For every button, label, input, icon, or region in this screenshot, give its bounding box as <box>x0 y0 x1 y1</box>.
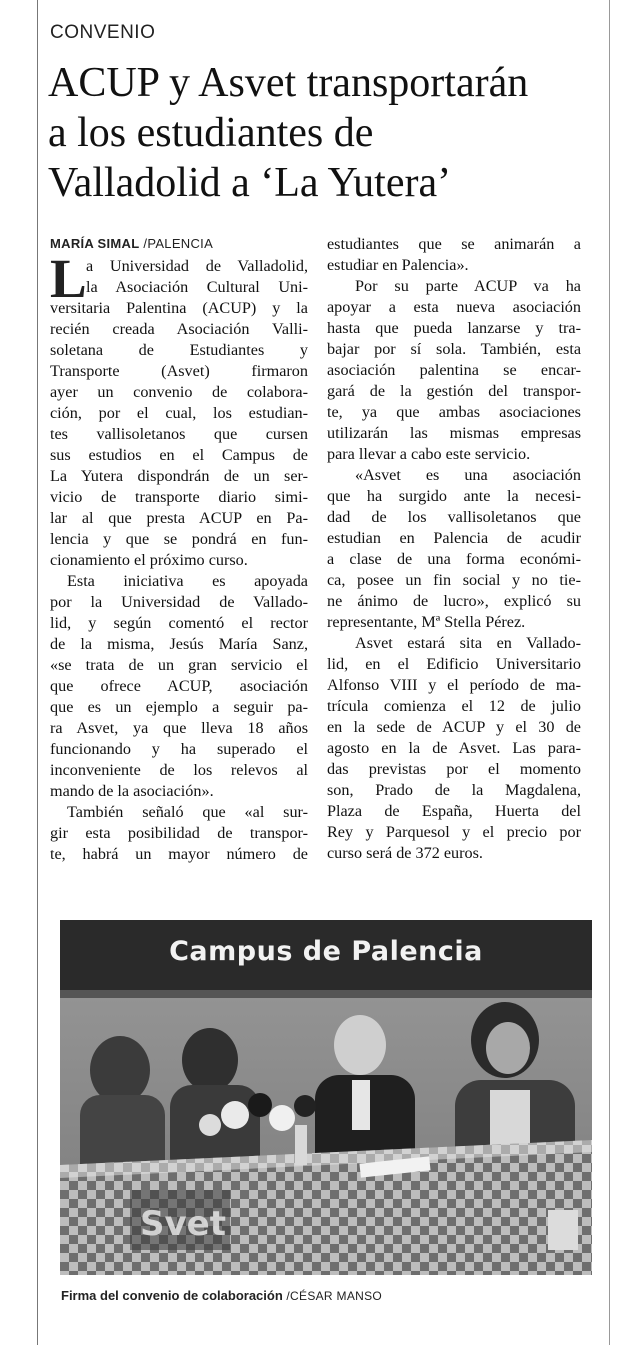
article-column-2 <box>327 234 581 864</box>
text-line: sus estudios en el Campus de <box>50 446 308 464</box>
text-line: ción, por el cual, los estudian- <box>50 404 308 422</box>
text-line: También señaló que «al sur- <box>67 803 308 821</box>
headline-line: Valladolid a ‘La Yutera’ <box>48 160 452 206</box>
text-line: a clase de una forma económi- <box>327 550 581 568</box>
text-line: que ha surgido ante la necesi- <box>327 487 581 505</box>
byline-location: /PALENCIA <box>143 236 214 251</box>
text-line: estudian en Palencia de acudir <box>327 529 581 547</box>
text-line: recién creada Asociación Valli- <box>50 320 308 338</box>
text-line: ne ánimo de lucro», explicó su <box>327 592 581 610</box>
text-line: representante, Mª Stella Pérez. <box>327 613 526 631</box>
text-line: ca, posee un fin social y no tie- <box>327 571 581 589</box>
photo-illustration <box>60 920 592 1275</box>
text-line: soletana de Estudiantes y <box>50 341 308 359</box>
text-line: Alfonso VIII y el período de ma- <box>327 676 581 694</box>
text-line: son, Prado de la Magdalena, <box>327 781 581 799</box>
svg-text:Svet: Svet <box>140 1204 226 1244</box>
text-line: en la sede de ACUP y el 30 de <box>327 718 581 736</box>
text-line: estudiantes que se animarán a <box>327 235 581 253</box>
text-line: ra Asvet, ya que lleva 18 años <box>50 719 308 737</box>
text-line: mando de la asociación». <box>50 782 214 800</box>
left-column-rule <box>37 0 38 1345</box>
text-line: lar al que presta ACUP en Pa- <box>50 509 308 527</box>
text-line: que es un ejemplo a seguir pa- <box>50 698 308 716</box>
text-line: Por su parte ACUP va ha <box>355 277 581 295</box>
text-line: versitaria Palentina (ACUP) y la <box>50 299 308 317</box>
text-line: por la Universidad de Vallado- <box>50 593 308 611</box>
text-line: Transporte (Asvet) firmaron <box>50 362 308 380</box>
text-line: gir esta posibilidad de transpor- <box>50 824 308 842</box>
text-line: curso será de 372 euros. <box>327 844 483 862</box>
text-line: estudiar en Palencia». <box>327 256 469 274</box>
text-line: a Universidad de Valladolid, <box>86 257 308 275</box>
headline <box>48 58 608 208</box>
text-line: bajar por sí sola. También, esta <box>327 340 581 358</box>
text-line: La Yutera dispondrán de un ser- <box>50 467 308 485</box>
text-line: «se trata de un gran servicio el <box>50 656 308 674</box>
text-line: utilizarán las mismas empresas <box>327 424 581 442</box>
text-line: dad de los vallisoletanos que <box>327 508 581 526</box>
text-line: apoyar a esta nueva asociación <box>327 298 581 316</box>
right-column-rule <box>609 0 610 1345</box>
section-label: CONVENIO <box>50 22 156 43</box>
text-line: «Asvet es una asociación <box>355 466 581 484</box>
text-line: lid, y según comentó el rector <box>50 614 308 632</box>
text-line: trícula comienza el 12 de julio <box>327 697 581 715</box>
text-line: te, ya que ambas asociaciones <box>327 403 581 421</box>
text-line: asociación palentina se encar- <box>327 361 581 379</box>
text-line: de la misma, Jesús María Sanz, <box>50 635 308 653</box>
text-line: gará de la gestión del transpor- <box>327 382 581 400</box>
text-line: lid, en el Edificio Universitario <box>327 655 581 673</box>
photo-banner-text: Campus de Palencia <box>169 936 483 967</box>
text-line: vicio de transporte diario simi- <box>50 488 308 506</box>
headline-line: a los estudiantes de <box>48 110 374 156</box>
text-line: Plaza de España, Huerta del <box>327 802 581 820</box>
byline-author: MARÍA SIMAL <box>50 236 140 251</box>
text-line: lencia y que se pondrá en fun- <box>50 530 308 548</box>
article-column-1 <box>50 248 308 865</box>
text-line: Rey y Parquesol y el precio por <box>327 823 581 841</box>
text-line: funcionando y ha superado el <box>50 740 308 758</box>
text-line: para llevar a cabo este servicio. <box>327 445 531 463</box>
text-line: que ofrece ACUP, asociación <box>50 677 308 695</box>
text-line: inconveniente de los relevos al <box>50 761 308 779</box>
text-line: cionamiento el próximo curso. <box>50 551 248 569</box>
dropcap: L <box>50 248 87 309</box>
text-line: Asvet estará sita en Vallado- <box>355 634 581 652</box>
text-line: ayer un convenio de colabora- <box>50 383 308 401</box>
text-line: la Asociación Cultural Uni- <box>86 278 308 296</box>
text-line: te, habrá un mayor número de <box>50 845 308 863</box>
caption-credit: /CÉSAR MANSO <box>282 1289 383 1303</box>
headline-line: ACUP y Asvet transportarán <box>48 60 529 106</box>
text-line: hasta que pueda lanzarse y tra- <box>327 319 581 337</box>
caption-text: Firma del convenio de colaboración <box>61 1288 283 1303</box>
photo-caption <box>61 1288 382 1303</box>
text-line: agosto en la de Asvet. Las para- <box>327 739 581 757</box>
text-line: das previstas por el momento <box>327 760 581 778</box>
text-line: Esta iniciativa es apoyada <box>67 572 308 590</box>
text-line: tes vallisoletanos que cursen <box>50 425 308 443</box>
news-photo <box>60 920 592 1275</box>
